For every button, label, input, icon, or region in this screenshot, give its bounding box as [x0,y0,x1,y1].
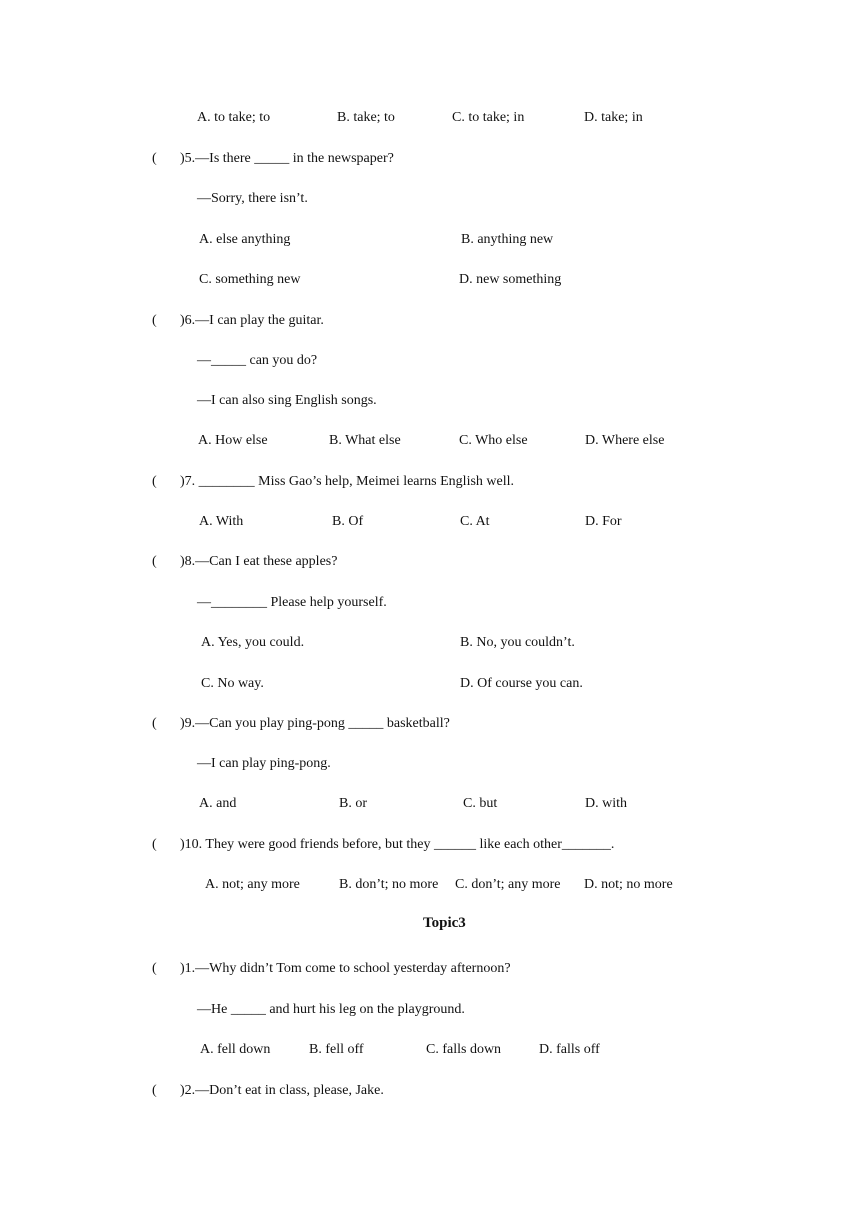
section-heading: Topic3 [423,915,466,931]
option-text: B. anything new [461,232,554,247]
option-text: A. else anything [199,232,291,247]
dialogue-line: —Sorry, there isn’t. [197,191,308,206]
answer-paren: ( [152,554,157,569]
dialogue-line: —He _____ and hurt his leg on the playground. [197,1002,465,1017]
option-text: A. fell down [200,1042,271,1057]
dialogue-line: —I can play ping-pong. [197,756,331,771]
option-text: C. to take; in [452,110,525,125]
option-text: B. Of [332,514,364,529]
option-text: B. fell off [309,1042,364,1057]
option-text: C. At [460,514,490,529]
option-text: A. and [199,796,237,811]
option-text: B. or [339,796,367,811]
answer-paren: ( [152,313,157,328]
question-text: )6.—I can play the guitar. [180,313,324,328]
question-text: )9.—Can you play ping-pong _____ basketball? [180,716,450,731]
option-text: D. For [585,514,622,529]
question-text: )5.—Is there _____ in the newspaper? [180,151,394,166]
option-text: C. No way. [201,676,264,691]
option-text: C. something new [199,272,301,287]
answer-paren: ( [152,474,157,489]
option-text: B. take; to [337,110,395,125]
answer-paren: ( [152,961,157,976]
option-text: C. don’t; any more [455,877,561,892]
option-text: D. new something [459,272,562,287]
option-text: D. Where else [585,433,665,448]
dialogue-line: —________ Please help yourself. [197,595,387,610]
option-text: B. don’t; no more [339,877,439,892]
option-text: C. falls down [426,1042,502,1057]
question-text: )8.—Can I eat these apples? [180,554,338,569]
question-text: )2.—Don’t eat in class, please, Jake. [180,1083,384,1098]
question-text: )10. They were good friends before, but they ______ like each other_______. [180,837,615,852]
option-text: B. What else [329,433,401,448]
option-text: D. falls off [539,1042,600,1057]
option-text: D. not; no more [584,877,673,892]
option-text: A. How else [198,433,268,448]
dialogue-line: —I can also sing English songs. [197,393,377,408]
answer-paren: ( [152,1083,157,1098]
answer-paren: ( [152,151,157,166]
option-text: D. with [585,796,627,811]
answer-paren: ( [152,837,157,852]
option-text: D. Of course you can. [460,676,583,691]
option-text: A. With [199,514,244,529]
answer-paren: ( [152,716,157,731]
option-text: B. No, you couldn’t. [460,635,575,650]
question-text: )1.—Why didn’t Tom come to school yesterday afternoon? [180,961,511,976]
option-text: A. to take; to [197,110,271,125]
option-text: C. but [463,796,498,811]
dialogue-line: —_____ can you do? [197,353,318,368]
option-text: C. Who else [459,433,528,448]
option-text: A. not; any more [205,877,300,892]
option-text: D. take; in [584,110,643,125]
option-text: A. Yes, you could. [201,635,305,650]
question-text: )7. ________ Miss Gao’s help, Meimei learns English well. [180,474,515,489]
